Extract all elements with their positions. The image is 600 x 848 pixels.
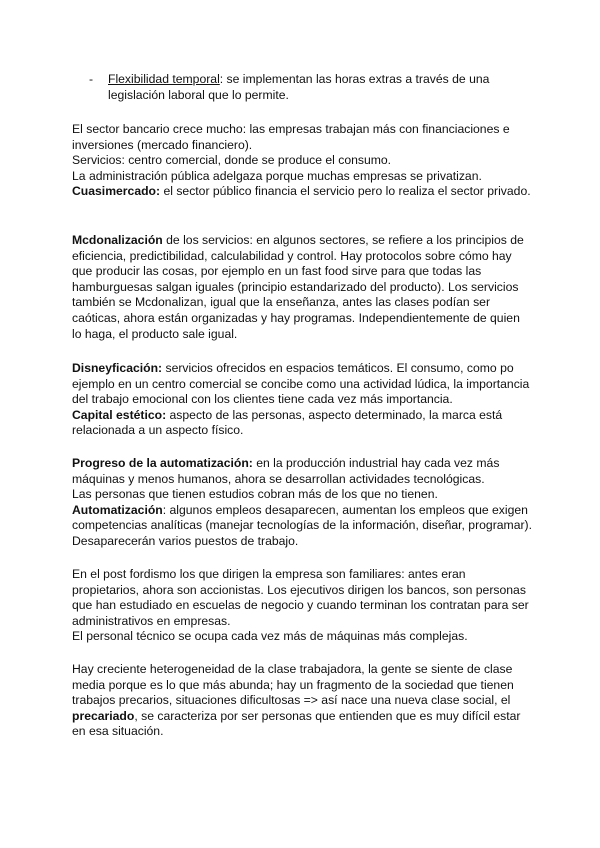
quasi-market-text: el sector público financia el servicio pero lo realiza el sector privado. <box>160 184 531 199</box>
services-line: Servicios: centro comercial, donde se produce el consumo. <box>72 153 392 168</box>
bullet-dash: - <box>89 72 94 86</box>
bullet-flexibilidad <box>89 72 509 103</box>
mcdonalization-term: Mcdonalización <box>72 233 163 247</box>
bullet-term: Flexibilidad temporal <box>108 72 220 86</box>
public-admin-line: La administración pública adelgaza porque muchas empresas se privatizan. <box>72 168 482 183</box>
quasi-market-line <box>72 184 532 200</box>
aesthetic-capital-text: aspecto de las personas, aspecto determinado, la marca está relacionada a un aspecto físico. <box>72 407 503 438</box>
bullet-text <box>108 72 509 103</box>
precariat-term: precariado <box>72 708 135 723</box>
paragraph-precariat <box>72 662 532 740</box>
mcdonalization-text: de los servicios: en algunos sectores, se refiere a los principios de eficiencia, predictibilidad, calculabilidad y control. Hay protocolos sobre cómo hay que producir las cosas, por ejemplo en un fast food sirve para que todas las hamburguesas salgan iguales (principio estandarizado del producto). Los servicios también se Mcdonalizan, igual que la enseñanza, antes las clases podían ser caóticas, ahora están organizadas y hay programas. Independientemente de quien lo haga, el producto sale igual. <box>72 233 524 341</box>
paragraph-disneyfication <box>72 361 532 439</box>
precariat-text-a: Hay creciente heterogeneidad de la clase trabajadora, la gente se siente de clase media porque es lo que más abunda; hay un fragmento de la sociedad que tienen trabajos precarios, situaciones dificultosas => así nace una nueva clase social, el <box>72 662 514 708</box>
bullet-desc: : se implementan las horas extras a través de una legislación laboral que lo permite. <box>108 72 490 102</box>
studies-line: Las personas que tienen estudios cobran más de los que no tienen. <box>72 487 438 502</box>
paragraph-automation <box>72 456 532 550</box>
automation-text: : algunos empleos desaparecen, aumentan los empleos que exigen competencias analíticas (manejar tecnologías de la información, diseñar, programar). Desaparecerán varios puestos de trabajo. <box>72 502 532 548</box>
paragraph-sectors <box>72 122 532 200</box>
banking-line: El sector bancario crece mucho: las empresas trabajan más con financiaciones e inversiones (mercado financiero). <box>72 122 510 152</box>
disneyfication-term: Disneyficación: <box>72 361 163 375</box>
precariat-text-b: , se caracteriza por ser personas que entienden que es muy difícil estar en esa situación. <box>72 708 521 739</box>
postfordism-text: En el post fordismo los que dirigen la empresa son familiares: antes eran propietarios, ahora son accionistas. Los ejecutivos dirigen los bancos, son personas que han estudiado en escuelas de negocio y cuando terminan los contratan para ser administrativos en empresas. <box>72 567 529 628</box>
disneyfication-text: servicios ofrecidos en espacios temáticos. El consumo, como po ejemplo en un centro comercial se concibe como una actividad lúdica, la importancia del trabajo emocional con los clientes tiene cada vez más importancia. <box>72 361 530 407</box>
technical-staff-text: El personal técnico se ocupa cada vez más de máquinas más complejas. <box>72 629 468 644</box>
aesthetic-capital-term: Capital estético: <box>72 407 167 422</box>
paragraph-mcdonalization <box>72 233 532 342</box>
quasi-market-term: Cuasimercado: <box>72 184 161 199</box>
automation-progress-text: en la producción industrial hay cada vez más máquinas y menos humanos, ahora se desarrollan actividades tecnológicas. <box>72 456 500 486</box>
paragraph-postfordism <box>72 567 532 645</box>
automation-progress-term: Progreso de la automatización: <box>72 456 253 470</box>
automation-term: Automatización <box>72 502 163 517</box>
